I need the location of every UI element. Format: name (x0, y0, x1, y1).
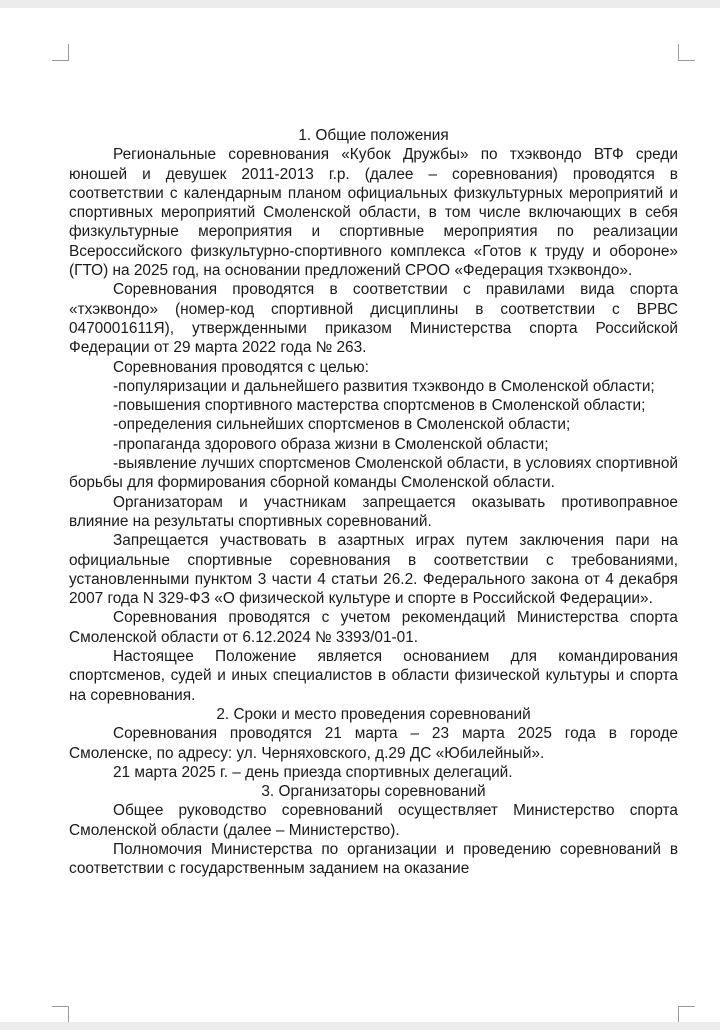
paragraph: Запрещается участвовать в азартных играх путем заключения пари на официальные спортивные соревнования в соответствии с требованиями, установленными пунктом 3 части 4 статьи 26.2. Федерального закона от 4 декабря 2007 года N 329-ФЗ «О физической культуре и спорте в Российской Федерации». (69, 532, 678, 608)
paragraph: Соревнования проводятся в соответствии с правилами вида спорта «тхэквондо» (номер-код спортивной дисциплины в соответствии с ВРВС 0470001611Я), утвержденными приказом Министерства спорта Российской Федерации от 29 марта 2022 года № 263. (69, 281, 678, 357)
page-corner-mark (52, 44, 69, 61)
paragraph: Соревнования проводятся 21 марта – 23 марта 2025 года в городе Смоленске, по адресу: ул. Черняховского, д.29 ДС «Юбилейный». (69, 725, 678, 762)
document-body (69, 126, 678, 879)
page-corner-mark (678, 44, 695, 61)
paragraph: Соревнования проводятся с целью: (113, 358, 369, 376)
section-1-title: 1. Общие положения (298, 127, 449, 144)
goal-list-item: -повышения спортивного мастерства спортсменов в Смоленской области; (113, 397, 646, 415)
paragraph: Организаторам и участникам запрещается оказывать противоправное влияние на результаты спортивных соревнований. (69, 493, 678, 530)
section-2-title: 2. Сроки и место проведения соревнований (216, 705, 531, 723)
goal-list-item: -пропаганда здорового образа жизни в Смоленской области; (113, 435, 549, 453)
paragraph: 21 марта 2025 г. – день приезда спортивных делегаций. (113, 763, 513, 781)
section-3-title: 3. Организаторы соревнований (261, 783, 486, 801)
page-corner-mark (52, 1006, 69, 1022)
goal-list-item: -популяризации и дальнейшего развития тхэквондо в Смоленской области; (113, 377, 655, 395)
paragraph: Полномочия Министерства по организации и проведению соревнований в соответствии с государственным заданием на оказание (69, 840, 678, 878)
paragraph: Соревнования проводятся с учетом рекомендаций Министерства спорта Смоленской области от 6.12.2024 № 3393/01-01. (69, 609, 678, 646)
paragraph: Общее руководство соревнований осуществляет Министерство спорта Смоленской области (далее – Министерство). (69, 802, 678, 839)
document-page (0, 8, 720, 1022)
paragraph: Настоящее Положение является основанием для командирования спортсменов, судей и иных специалистов в области физической культуры и спорта на соревнования. (69, 648, 678, 704)
goal-list-item: -определения сильнейших спортсменов в Смоленской области; (113, 416, 571, 434)
paragraph: Региональные соревнования «Кубок Дружбы» по тхэквондо ВТФ среди юношей и девушек 2011-2013 г.р. (далее – соревнования) проводятся в соответствии с календарным планом официальных физкультурных мероприятий и спортивных мероприятий Смоленской области, в том числе включающих в себя физкультурные мероприятия и спортивные мероприятия по реализации Всероссийского физкультурно-спортивного комплекса «Готов к труду и обороне» (ГТО) на 2025 год, на основании предложений СРОО «Федерация тхэквондо». (69, 146, 678, 280)
goal-list-item: -выявление лучших спортсменов Смоленской области, в условиях спортивной борьбы для формирования сборной команды Смоленской области. (69, 455, 678, 492)
page-corner-mark (678, 1006, 695, 1022)
